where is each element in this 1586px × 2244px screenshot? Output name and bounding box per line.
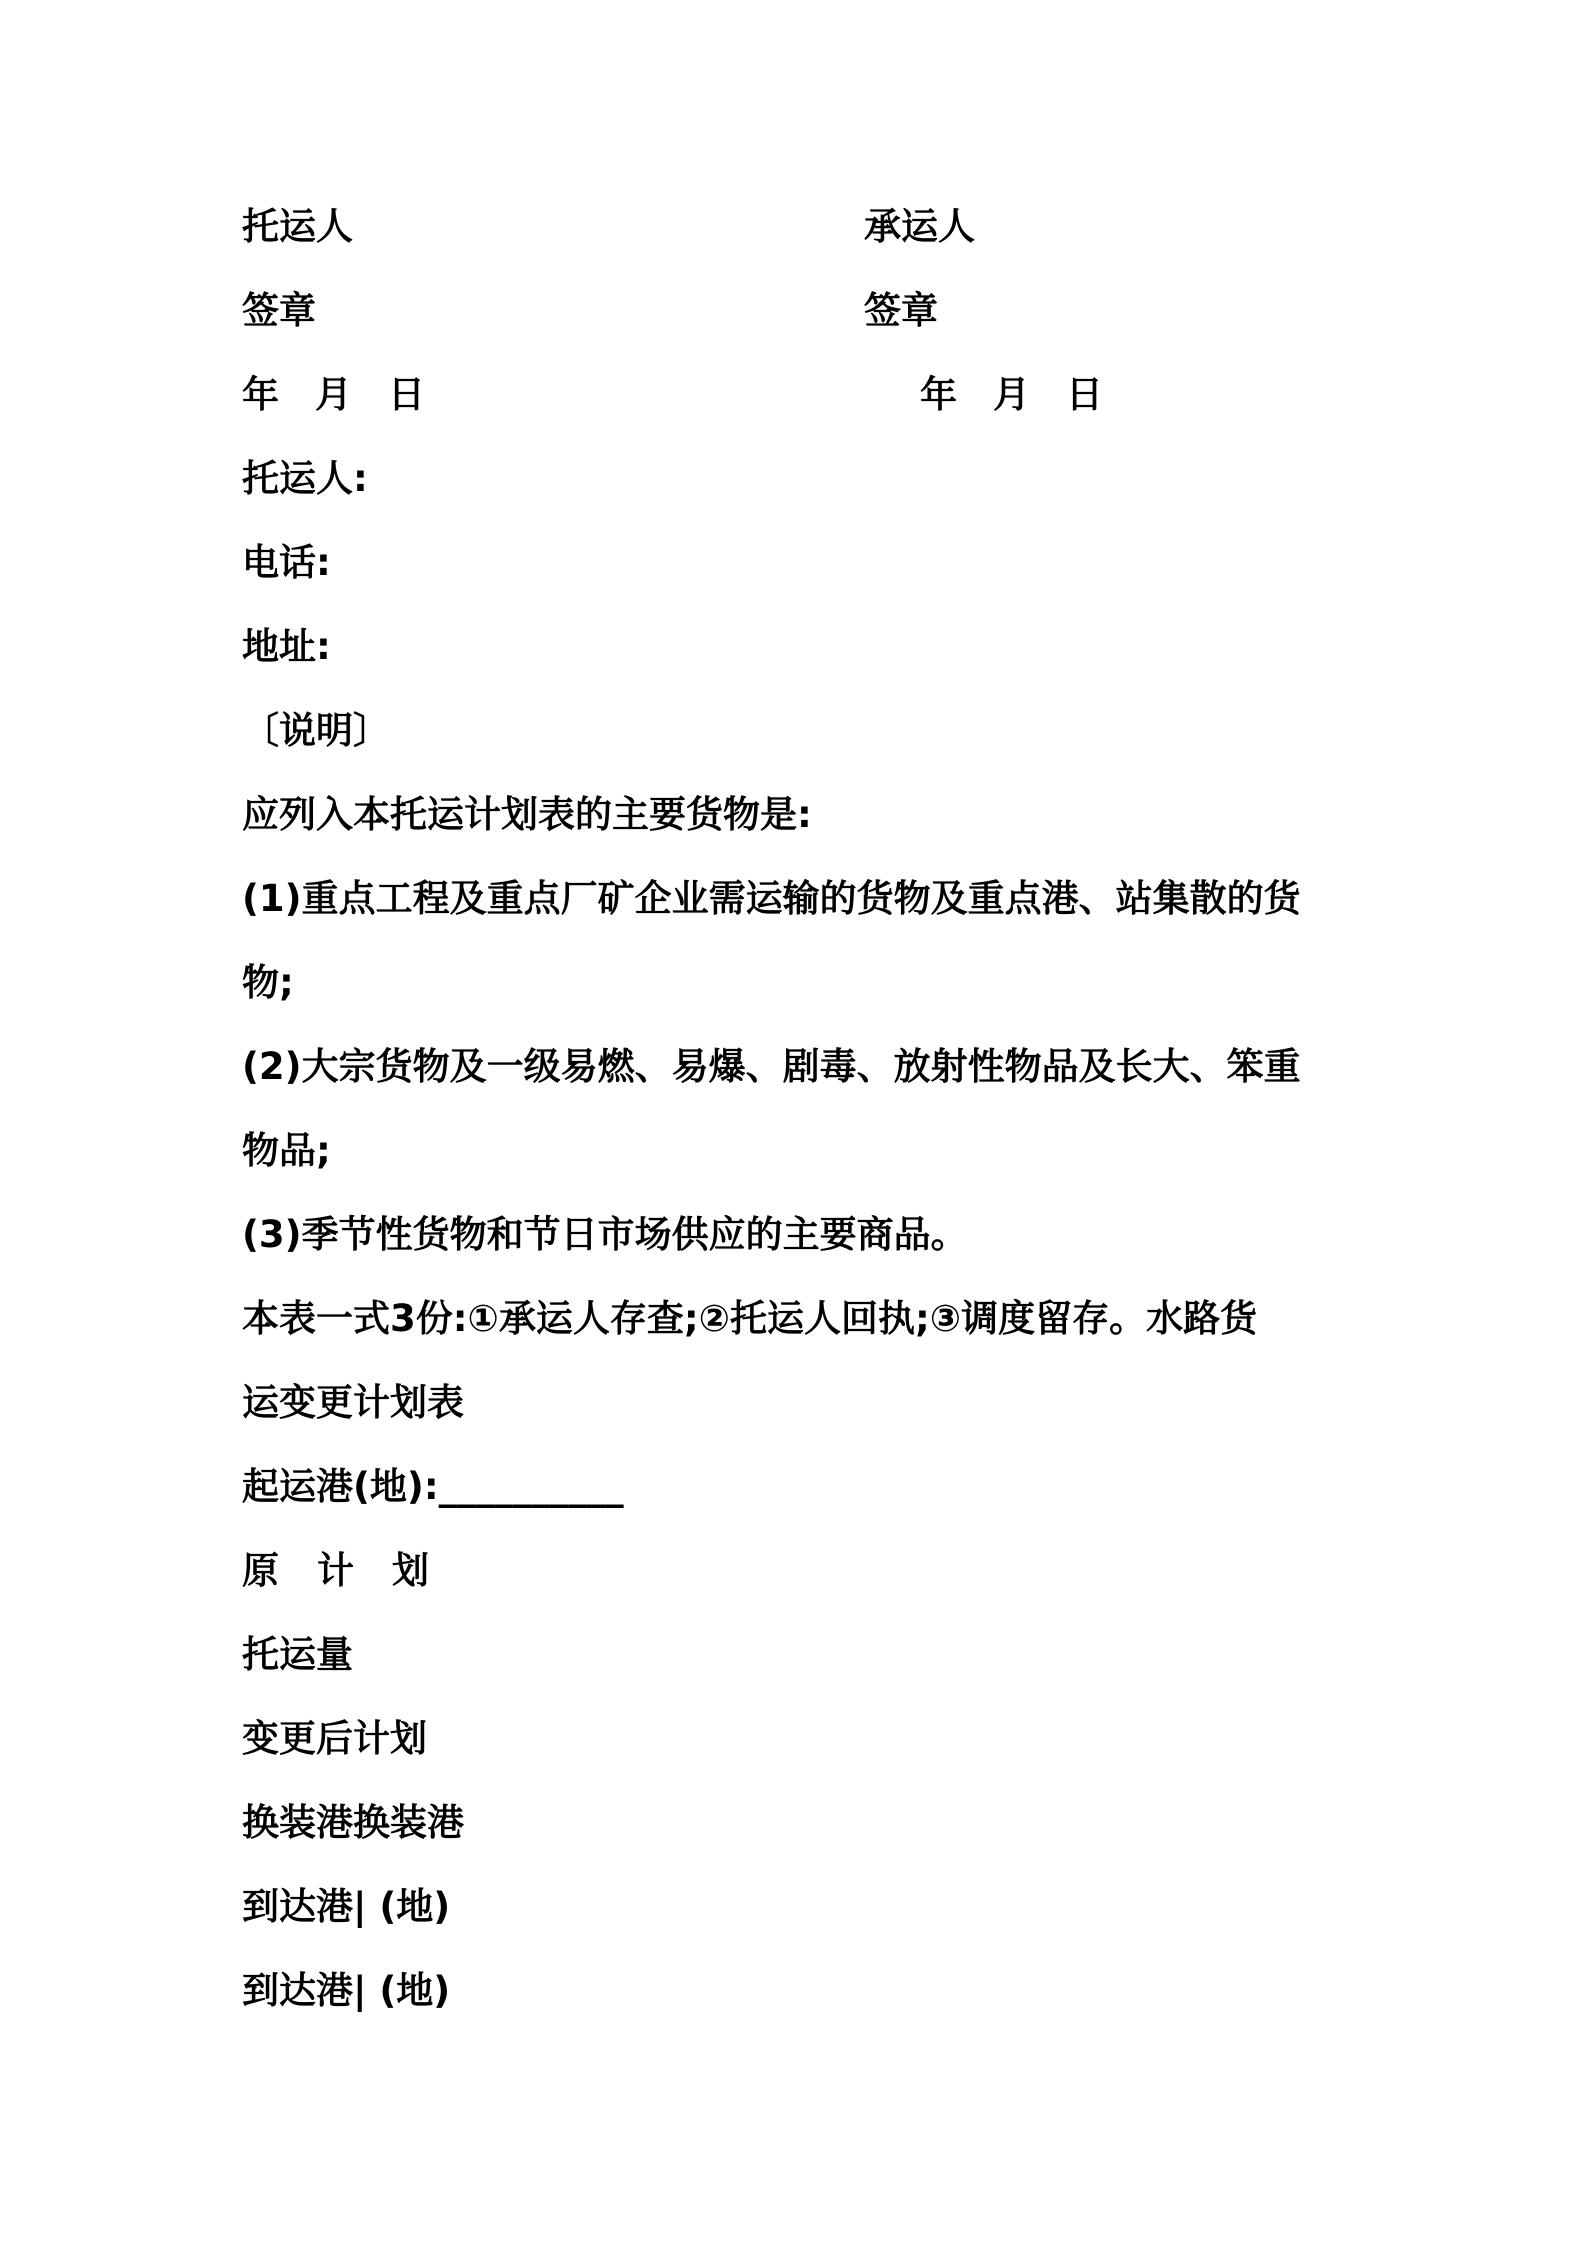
shipper-label: 托运人 (242, 205, 353, 248)
date-day: 日 (388, 373, 425, 416)
arrival-port-label-2: 到达港| (地) (242, 1969, 451, 2012)
original-plan-char-1: 原 (242, 1549, 279, 1592)
contact-shipper: 托运人: (242, 457, 368, 500)
notes-heading: 〔说明〕 (242, 709, 390, 752)
volume-label: 托运量 (242, 1633, 353, 1676)
changed-plan-label: 变更后计划 (242, 1717, 427, 1760)
contact-phone: 电话: (242, 541, 331, 584)
notes-copies-cont: 运变更计划表 (242, 1381, 464, 1424)
notes-copies: 本表一式3份:①承运人存查;②托运人回执;③调度留存。水路货 (242, 1297, 1258, 1340)
arrival-port-label-1: 到达港| (地) (242, 1885, 451, 1928)
original-plan-char-2: 计 (317, 1549, 354, 1592)
carrier-label: 承运人 (864, 205, 975, 248)
date-day: 日 (1066, 373, 1103, 416)
date-month: 月 (315, 373, 352, 416)
notes-intro: 应列入本托运计划表的主要货物是: (242, 793, 812, 836)
date-year: 年 (242, 373, 279, 416)
origin-port-field: 起运港(地):__________ (242, 1465, 624, 1508)
notes-item-1-cont: 物; (242, 961, 294, 1004)
carrier-seal-label: 签章 (864, 289, 938, 332)
notes-item-1: (1)重点工程及重点厂矿企业需运输的货物及重点港、站集散的货 (242, 877, 1301, 920)
original-plan-char-3: 划 (392, 1549, 429, 1592)
contact-address: 地址: (242, 625, 331, 668)
original-plan-label (242, 1549, 429, 1592)
notes-item-2: (2)大宗货物及一级易燃、易爆、剧毒、放射性物品及长大、笨重 (242, 1045, 1301, 1088)
notes-item-3: (3)季节性货物和节日市场供应的主要商品。 (242, 1213, 968, 1256)
shipper-date (242, 373, 425, 416)
carrier-date (920, 373, 1103, 416)
shipper-seal-label: 签章 (242, 289, 316, 332)
notes-item-2-cont: 物品; (242, 1129, 331, 1172)
date-month: 月 (993, 373, 1030, 416)
date-year: 年 (920, 373, 957, 416)
transship-port-label: 换装港换装港 (242, 1801, 464, 1844)
